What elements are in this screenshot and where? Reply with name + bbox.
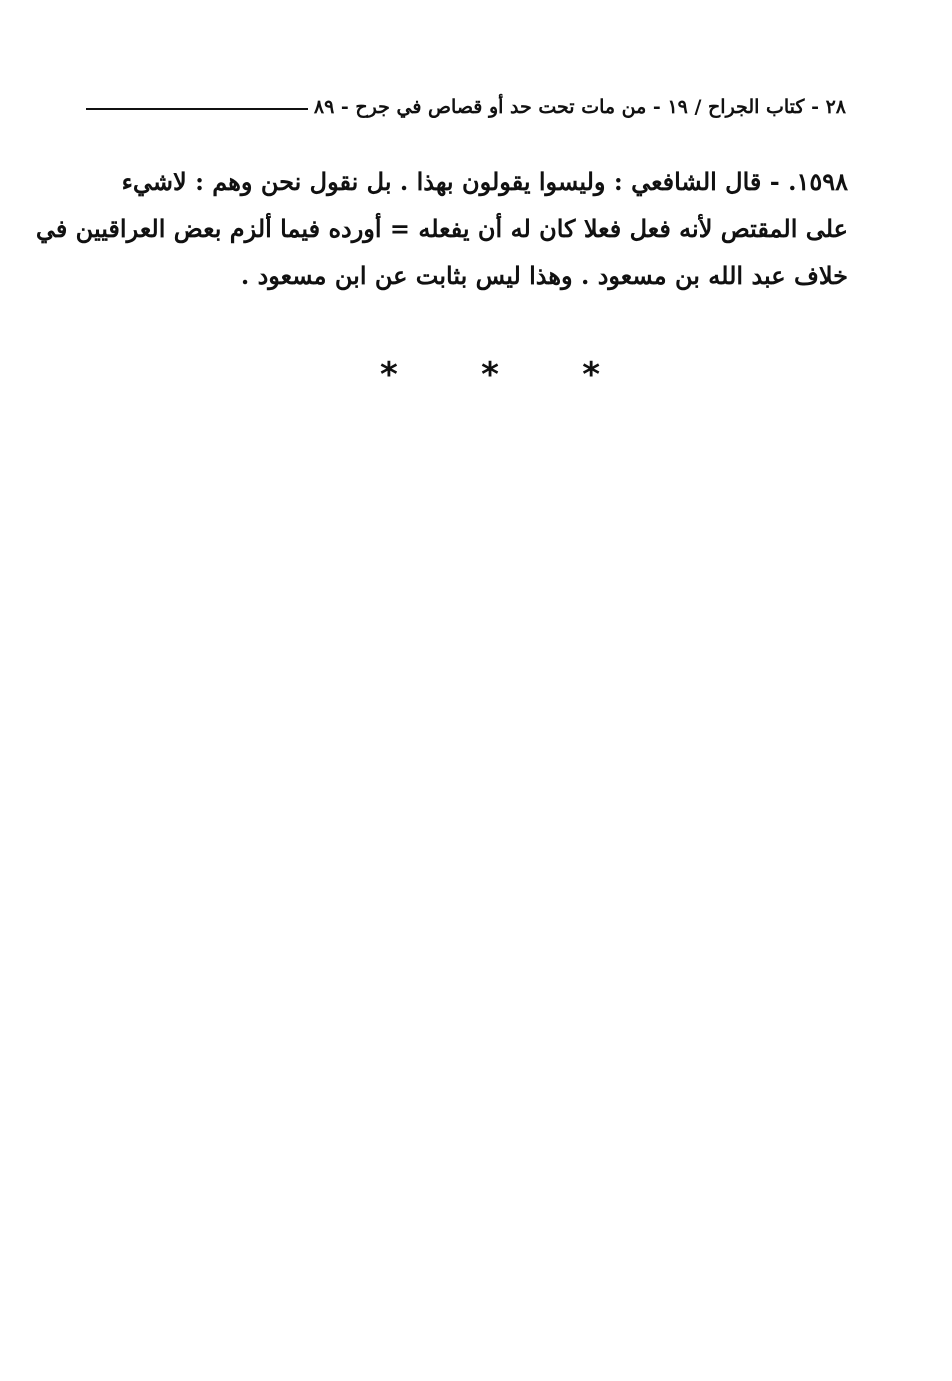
section-separator [380,355,600,395]
body-paragraph [35,158,848,299]
asterisk-mark: * [380,355,398,395]
header-rule [86,108,308,110]
running-header [110,92,846,122]
body-line: على المقتص لأنه فعل فعلا كان له أن يفعله = أورده فيما ألزم بعض العراقيين في [35,214,848,243]
body-line: ١٥٩٨. - قال الشافعي : وليسوا يقولون بهذا . بل نقول نحن وهم : لاشيء [121,167,848,196]
body-line: خلاف عبد الله بن مسعود . وهذا ليس بثابت عن ابن مسعود . [240,261,848,290]
header-title: ٢٨ - كتاب الجراح / ١٩ - من مات تحت حد أو قصاص في جرح - ٨٩ [313,96,846,118]
asterisk-mark: * [582,355,600,395]
asterisk-mark: * [481,355,499,395]
